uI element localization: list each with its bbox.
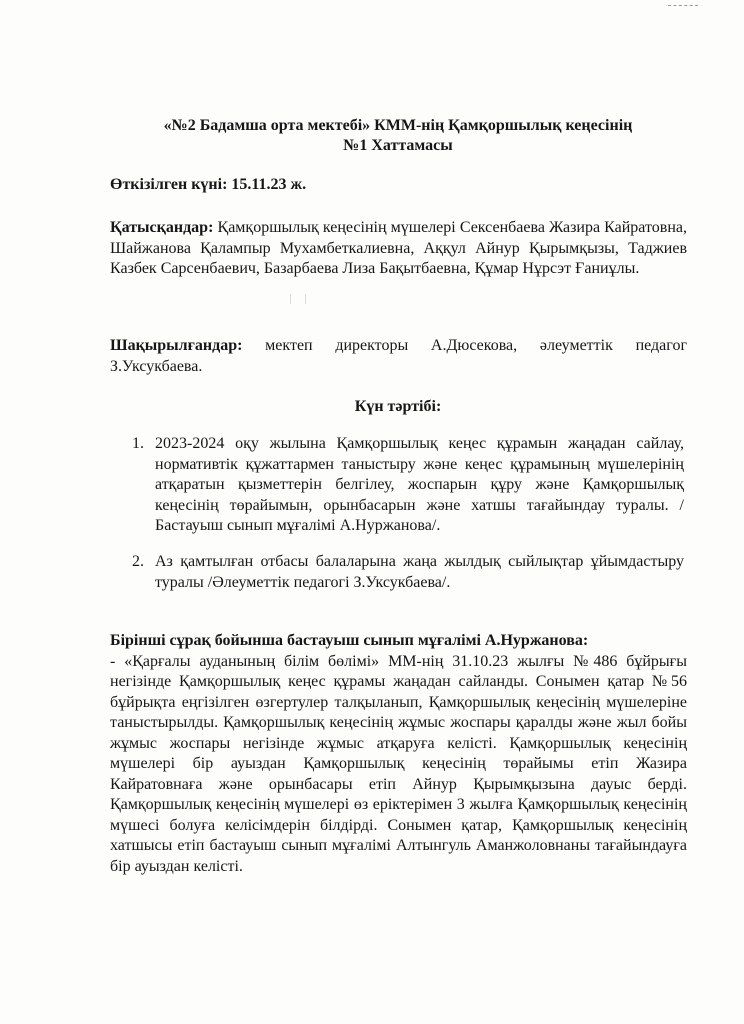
participants-text: Қамқоршылық кеңесінің мүшелері Сексенбаева Жазира Кайратовна, Шайжанова Қалампыр Мухамбеткалиевна, Аққул Айнур Қырымқызы, Таджиев Казбек Сарсенбаевич, Базарбаева Лиза Бақытбаевна, Құмар Нұрсэт Ғаниұлы. bbox=[110, 219, 687, 277]
agenda-item-number: 2. bbox=[132, 553, 144, 570]
agenda-item-number: 1. bbox=[132, 435, 144, 452]
agenda-item-text: 2023-2024 оқу жылына Қамқоршылық кеңес құрамын жаңадан сайлау, нормативтік құжаттармен таныстыру және кеңес құрамының мүшелерінің атқаратын қызметтерін белгілеу, жоспарын құру және Қамқоршылық кеңесінің төрайымын, орынбасарын және хатшы тағайындау туралы. /Бастауыш сынып мұғалімі А.Нуржанова/. bbox=[155, 435, 684, 534]
scan-artifact bbox=[290, 294, 306, 304]
title-line-1: «№2 Бадамша орта мектебі» КММ-нің Қамқоршылық кеңесінің bbox=[163, 117, 633, 134]
participants-label: Қатысқандар: bbox=[110, 219, 214, 236]
participants-paragraph bbox=[110, 218, 687, 280]
title-line-2: №1 Хаттамасы bbox=[343, 137, 453, 154]
agenda-item-text: Аз қамтылған отбасы балаларына жаңа жылдық сыйлықтар ұйымдастыру туралы /Әлеуметтік педагогі З.Уксукбаева/. bbox=[155, 553, 684, 591]
invited-label: Шақырылғандар: bbox=[110, 337, 243, 354]
invited-paragraph bbox=[110, 336, 687, 377]
document-title bbox=[110, 116, 686, 156]
first-question-heading: Бірінші сұрақ бойынша бастауыш сынып мұғалімі А.Нуржанова: bbox=[110, 632, 589, 649]
agenda-item bbox=[112, 434, 684, 537]
agenda-item bbox=[112, 552, 684, 593]
invited-text: мектеп директоры А.Дюсекова, әлеуметтік педагог З.Уксукбаева. bbox=[110, 337, 687, 375]
meeting-date: Өткізілген күні: 15.11.23 ж. bbox=[110, 176, 307, 193]
scan-mark bbox=[668, 5, 698, 7]
agenda-list bbox=[112, 434, 684, 537]
agenda-title: Күн тәртібі: bbox=[354, 398, 442, 415]
first-question-section bbox=[110, 631, 687, 877]
first-question-body: - «Қарғалы ауданының білім бөлімі» ММ-нің 31.10.23 жылғы №486 бұйрығы негізінде Қамқоршылық кеңес құрамы жаңадан сайланды. Сонымен қатар №56 бұйрықта еңгізілген өзгертулер талқыланып, Қамқоршылық кеңесінің мүшелеріне таныстырылды. Қамқоршылық кеңесінің жұмыс жоспары қаралды және жыл бойы жұмыс жоспары негізінде жұмыс атқаруға келісті. Қамқоршылық кеңесінің мүшелері бір ауыздан Қамқоршылық кеңесінің төрайымы етіп Жазира Кайратовнаға және орынбасары етіп Айнур Қырымқызына дауыс берді. Қамқоршылық кеңесінің мүшелері өз еріктерімен 3 жылға Қамқоршылық кеңесінің мүшесі болуға келісімдерін білдірді. Сонымен қатар, Қамқоршылық кеңесінің хатшысы етіп бастауыш сынып мұғалімі Алтынгуль Аманжоловнаны тағайындауға бір ауыздан келісті. bbox=[110, 652, 687, 875]
agenda-list-2 bbox=[112, 552, 684, 593]
